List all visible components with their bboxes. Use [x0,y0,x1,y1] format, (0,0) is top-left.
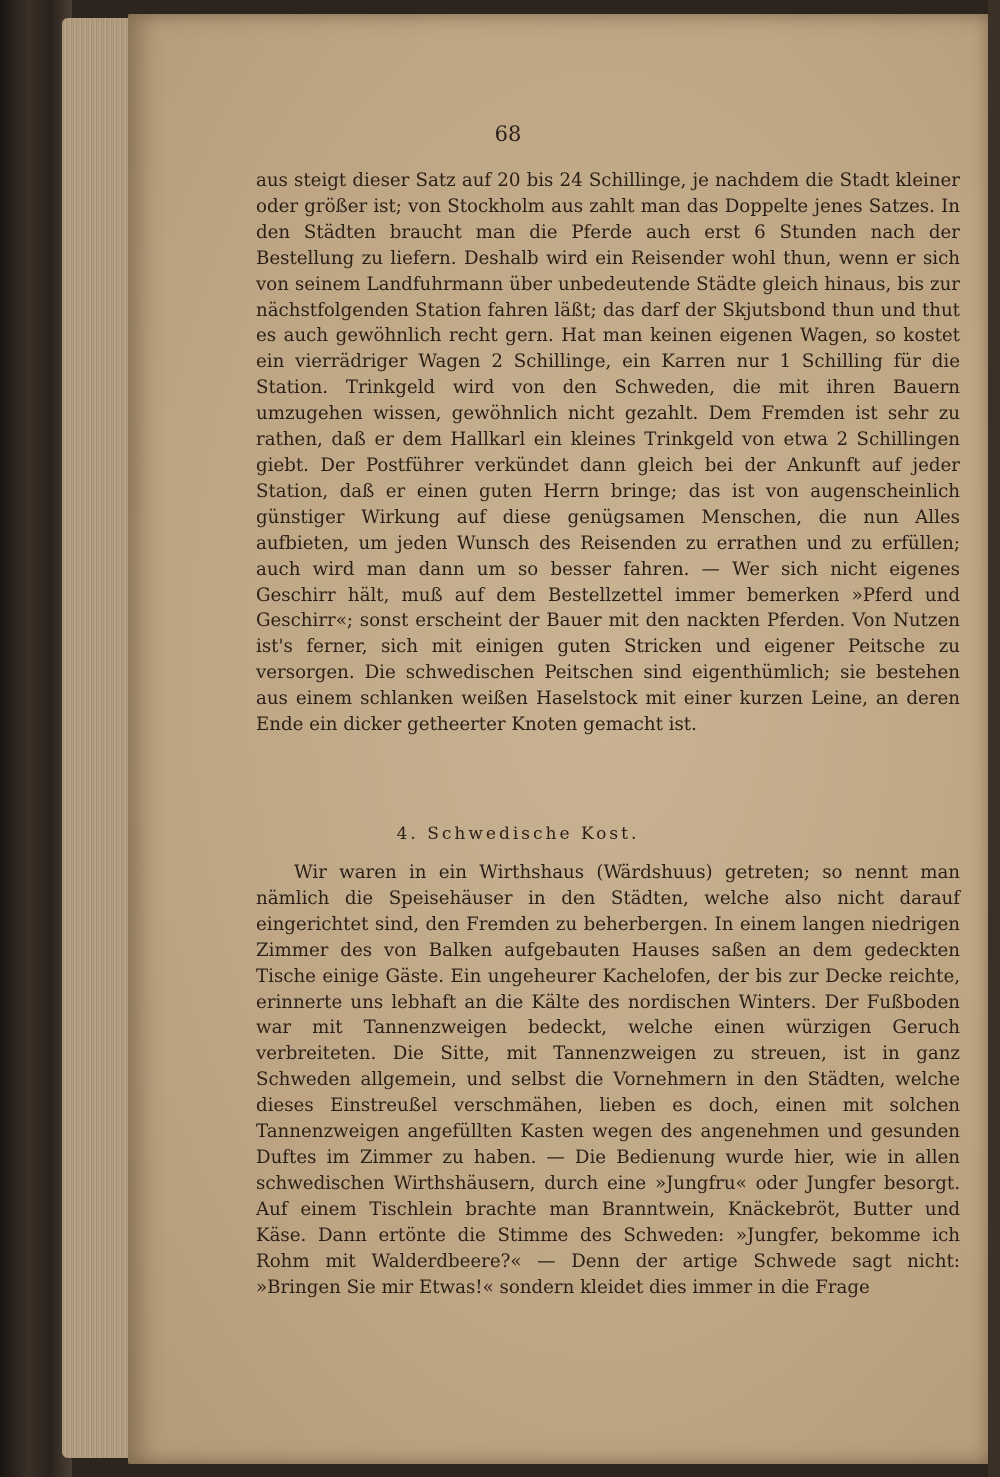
text-block-2 [256,860,960,1300]
text-block-1 [256,168,960,738]
paragraph-kost: Wir waren in ein Wirthshaus (Wärdshuus) getreten; so nennt man nämlich die Speisehäuser in den Städten, welche also nicht darauf eingerichtet sind, den Fremden zu beherbergen. In einem langen niedrigen Zimmer des von Balken aufgebauten Hauses saßen an dem gedeckten Tische einige Gäste. Ein ungeheurer Kachelofen, der bis zur Decke reichte, erinnerte uns lebhaft an die Kälte des nordischen Winters. Der Fußboden war mit Tannenzweigen bedeckt, welche einen würzigen Geruch verbreiteten. Die Sitte, mit Tannenzweigen zu streuen, ist in ganz Schweden allgemein, und selbst die Vornehmern in den Städten, welche dieses Einstreußel verschmähen, lieben es doch, einen mit solchen Tannenzweigen angefüllten Kasten wegen des angenehmen und gesunden Duftes im Zimmer zu haben. — Die Bedienung wurde hier, wie in allen schwedischen Wirthshäusern, durch eine »Jungfru« oder Jungfer besorgt. Auf einem Tischlein brachte man Branntwein, Knäckebröt, Butter und Käse. Dann ertönte die Stimme des Schweden: »Jungfer, bekomme ich Rohm mit Walderdbeere?« — Denn der artige Schwede sagt nicht: »Bringen Sie mir Etwas!« sondern kleidet dies immer in die Frage [256,862,960,1298]
right-edge [988,0,1000,1477]
section-heading: 4. Schwedische Kost. [396,824,640,844]
paragraph-continuation: aus steigt dieser Satz auf 20 bis 24 Schillinge, je nachdem die Stadt kleiner oder größer ist; von Stockholm aus zahlt man das Doppelte jenes Satzes. In den Städten braucht man die Pferde auch erst 6 Stunden nach der Bestellung zu liefern. Deshalb wird ein Reisender wohl thun, wenn er sich von seinem Landfuhrmann über unbedeutende Städte gleich hinaus, bis zur nächstfolgenden Station fahren läßt; das darf der Skjutsbond thun und thut es auch gewöhnlich recht gern. Hat man keinen eigenen Wagen, so kostet ein vierrädriger Wagen 2 Schillinge, ein Karren nur 1 Schilling für die Station. Trinkgeld wird von den Schweden, die mit ihren Bauern umzugehen wissen, gewöhnlich nicht gezahlt. Dem Fremden ist sehr zu rathen, daß er dem Hallkarl ein kleines Trinkgeld von etwa 2 Schillingen giebt. Der Postführer verkündet dann gleich bei der Ankunft auf jeder Station, daß er einen guten Herrn bringe; das ist von augenscheinlich günstiger Wirkung auf diese genügsamen Menschen, die nun Alles aufbieten, um jeden Wunsch des Reisenden zu errathen und zu erfüllen; auch wird man dann um so besser fahren. — Wer sich nicht eigenes Geschirr hält, muß auf dem Bestellzettel immer bemerken »Pferd und Geschirr«; sonst erscheint der Bauer mit den nackten Pferden. Von Nutzen ist's ferner, sich mit einigen guten Stricken und eigener Peitsche zu versorgen. Die schwedischen Peitschen sind eigenthümlich; sie bestehen aus einem schlanken weißen Haselstock mit einer kurzen Leine, an deren Ende ein dicker getheerter Knoten gemacht ist. [256,170,960,736]
page-number: 68 [494,122,522,146]
